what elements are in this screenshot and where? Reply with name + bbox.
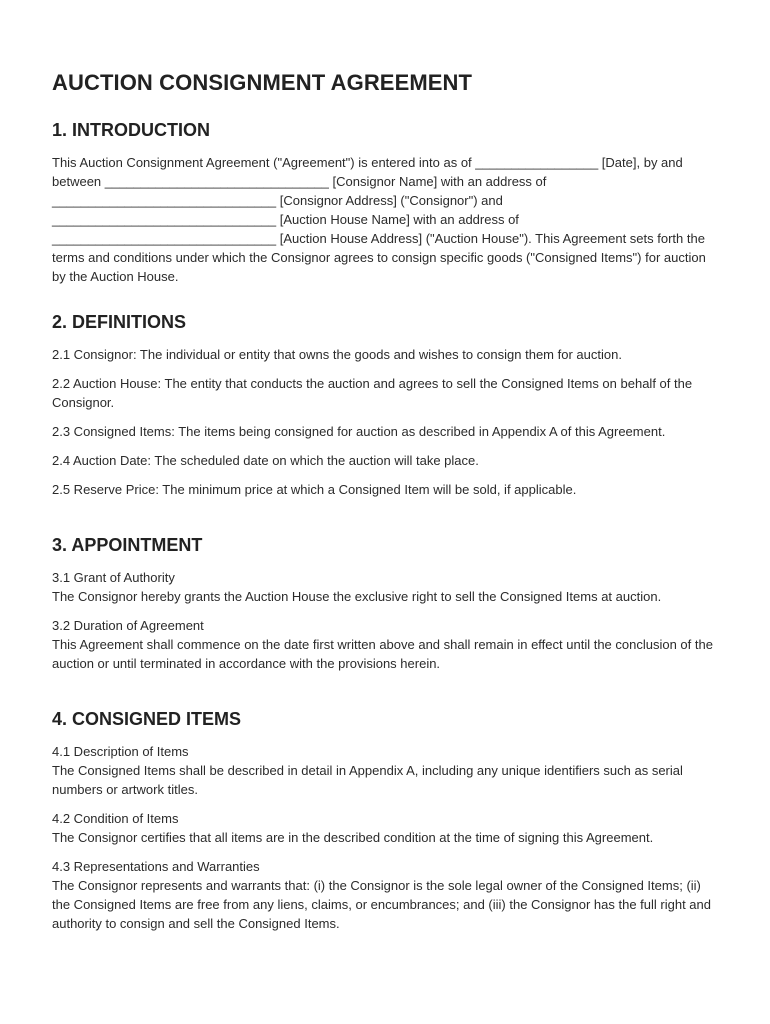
introduction-heading: 1. INTRODUCTION xyxy=(52,120,211,140)
section-consigned-items xyxy=(52,709,722,933)
consigned-items-heading: 4. CONSIGNED ITEMS xyxy=(52,709,242,729)
subsection-text: The Consignor hereby grants the Auction House the exclusive right to sell the Consigned Items at auction. xyxy=(52,589,662,604)
subsection-representations-and-warranties xyxy=(52,857,722,933)
document-title: AUCTION CONSIGNMENT AGREEMENT xyxy=(52,70,473,95)
subsection-title: 4.3 Representations and Warranties xyxy=(52,859,260,874)
subsection-condition-of-items xyxy=(52,809,722,847)
document-page xyxy=(52,70,722,949)
definition-item: 2.2 Auction House: The entity that conducts the auction and agrees to sell the Consigned Items on behalf of the Consignor. xyxy=(52,376,693,410)
subsection-title: 4.1 Description of Items xyxy=(52,744,189,759)
section-definitions xyxy=(52,312,722,519)
definition-item: 2.5 Reserve Price: The minimum price at which a Consigned Item will be sold, if applicable. xyxy=(52,482,577,497)
definition-item: 2.4 Auction Date: The scheduled date on which the auction will take place. xyxy=(52,453,479,468)
section-appointment xyxy=(52,535,722,693)
subsection-text: This Agreement shall commence on the date first written above and shall remain in effect until the conclusion of the auction or until terminated in accordance with the provisions herein. xyxy=(52,637,713,671)
subsection-title: 4.2 Condition of Items xyxy=(52,811,179,826)
subsection-title: 3.2 Duration of Agreement xyxy=(52,618,204,633)
section-introduction xyxy=(52,120,722,286)
subsection-title: 3.1 Grant of Authority xyxy=(52,570,175,585)
introduction-paragraph: This Auction Consignment Agreement ("Agreement") is entered into as of _________________ [Date], by and between _______________________________ [Consignor Name] with an address of _______________________________ [Consignor Address] ("Consignor") and _______________________________ [Auction House Name] with an address of _______________________________ [Auction House Address] ("Auction House"). This Agreement sets forth the terms and conditions under which the Consignor agrees to consign specific goods ("Consigned Items") for auction by the Auction House. xyxy=(52,155,706,284)
definitions-heading: 2. DEFINITIONS xyxy=(52,312,187,332)
subsection-text: The Consigned Items shall be described in detail in Appendix A, including any unique identifiers such as serial numbers or artwork titles. xyxy=(52,763,683,797)
subsection-grant-of-authority xyxy=(52,568,722,606)
subsection-description-of-items xyxy=(52,742,722,799)
definition-item: 2.1 Consignor: The individual or entity that owns the goods and wishes to consign them for auction. xyxy=(52,347,622,362)
subsection-duration-of-agreement xyxy=(52,616,722,673)
definition-item: 2.3 Consigned Items: The items being consigned for auction as described in Appendix A of this Agreement. xyxy=(52,424,666,439)
subsection-text: The Consignor represents and warrants that: (i) the Consignor is the sole legal owner of the Consigned Items; (ii) the Consigned Items are free from any liens, claims, or encumbrances; and (iii) the Consignor has the full right and authority to consign and sell the Consigned Items. xyxy=(52,878,711,931)
appointment-heading: 3. APPOINTMENT xyxy=(52,535,203,555)
subsection-text: The Consignor certifies that all items are in the described condition at the time of signing this Agreement. xyxy=(52,830,654,845)
